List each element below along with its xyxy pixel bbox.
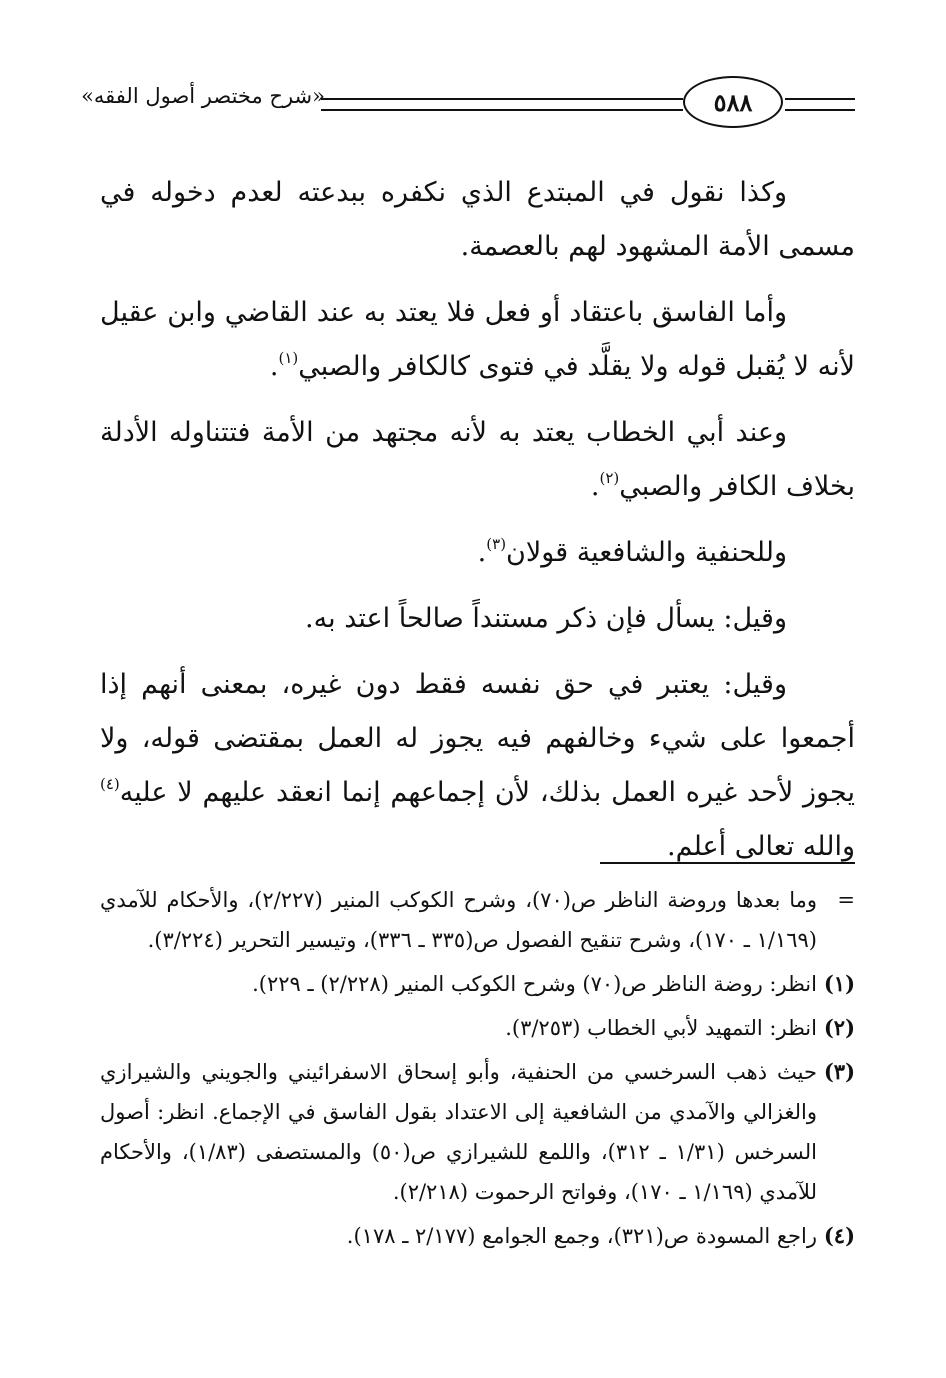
footnote-ref-2[interactable]: (٢) <box>599 469 620 487</box>
footnote-3-text: حيث ذهب السرخسي من الحنفية، وأبو إسحاق الاسفرائيني والجويني والشيرازي والغزالي والآمدي من الشافعية إلى الاعتداد بقول الفاسق في الإجماع. انظر: أصول السرخس (١/٣١ ـ ٣١٢)، واللمع للشيرازي ص(٥٠) والمستصفى (١/٨٣)، والأحكام للآمدي (١/١٦٩ ـ ١٧٠)، وفواتح الرحموت (٢/٢١٨). <box>100 1060 817 1204</box>
page-header <box>81 72 855 134</box>
paragraph-1-text: وكذا نقول في المبتدع الذي نكفره ببدعته لعدم دخوله في مسمى الأمة المشهود لهم بالعصمة. <box>100 177 855 262</box>
paragraph-3-end: . <box>590 471 600 502</box>
footnote-4-mark: (٤) <box>823 1223 855 1248</box>
paragraph-4-end: . <box>477 537 487 568</box>
footnotes <box>100 880 855 1260</box>
paragraph-6-text: وقيل: يعتبر في حق نفسه فقط دون غيره، بمعنى أنهم إذا أجمعوا على شيء وخالفهم فيه يجوز له العمل بمقتضى قوله، ولا يجوز لأحد غيره العمل بذلك، لأن إجماعهم إنما انعقد عليهم لا عليه <box>100 669 855 808</box>
paragraph-5 <box>100 592 855 646</box>
footnote-ref-3[interactable]: (٣) <box>486 535 507 553</box>
footnote-4-text: راجع المسودة ص(٣٢١)، وجمع الجوامع (٢/١٧٧ ـ ١٧٨). <box>346 1224 817 1248</box>
footnote-continuation <box>100 880 855 960</box>
footnote-2 <box>100 1008 855 1048</box>
footnote-2-mark: (٢) <box>823 1015 855 1040</box>
paragraph-1 <box>100 166 855 274</box>
paragraph-5-text: وقيل: يسأل فإن ذكر مستنداً صالحاً اعتد به. <box>305 603 787 634</box>
footnote-1-mark: (١) <box>823 971 855 996</box>
paragraph-6 <box>100 658 855 874</box>
footnote-1 <box>100 964 855 1004</box>
footnote-3 <box>100 1052 855 1212</box>
footnote-ref-4[interactable]: (٤) <box>100 775 120 793</box>
footnote-separator <box>600 862 855 864</box>
header-rule-right <box>785 98 855 111</box>
footnote-ref-1[interactable]: (١) <box>278 349 299 367</box>
main-text <box>100 166 855 886</box>
running-title: «شرح مختصر أصول الفقه» <box>81 84 325 108</box>
paragraph-6-end: والله تعالى أعلم. <box>667 831 855 862</box>
paragraph-2 <box>100 286 855 394</box>
footnote-3-mark: (٣) <box>823 1059 855 1084</box>
paragraph-4-text: وللحنفية والشافعية قولان <box>506 537 787 568</box>
continuation-mark: = <box>837 888 855 912</box>
paragraph-2-text: وأما الفاسق باعتقاد أو فعل فلا يعتد به عند القاضي وابن عقيل لأنه لا يُقبل قوله ولا يقلَّد في فتوى كالكافر والصبي <box>100 297 855 382</box>
header-rule-left <box>321 98 683 111</box>
paragraph-4 <box>100 526 855 580</box>
page-number: ٥٨٨ <box>683 76 783 128</box>
paragraph-3 <box>100 406 855 514</box>
footnote-2-text: انظر: التمهيد لأبي الخطاب (٣/٢٥٣). <box>505 1016 817 1040</box>
paragraph-2-end: . <box>269 351 279 382</box>
footnote-4 <box>100 1216 855 1256</box>
footnote-1-text: انظر: روضة الناظر ص(٧٠) وشرح الكوكب المنير (٢/٢٢٨) ـ ٢٢٩). <box>252 972 817 996</box>
footnote-continuation-text: وما بعدها وروضة الناظر ص(٧٠)، وشرح الكوكب المنير (٢/٢٢٧)، والأحكام للآمدي (١/١٦٩ ـ ١٧٠)، وشرح تنقيح الفصول ص(٣٣٥ ـ ٣٣٦)، وتيسير التحرير (٣/٢٢٤). <box>100 888 817 952</box>
paragraph-3-text: وعند أبي الخطاب يعتد به لأنه مجتهد من الأمة فتتناوله الأدلة بخلاف الكافر والصبي <box>100 417 855 502</box>
